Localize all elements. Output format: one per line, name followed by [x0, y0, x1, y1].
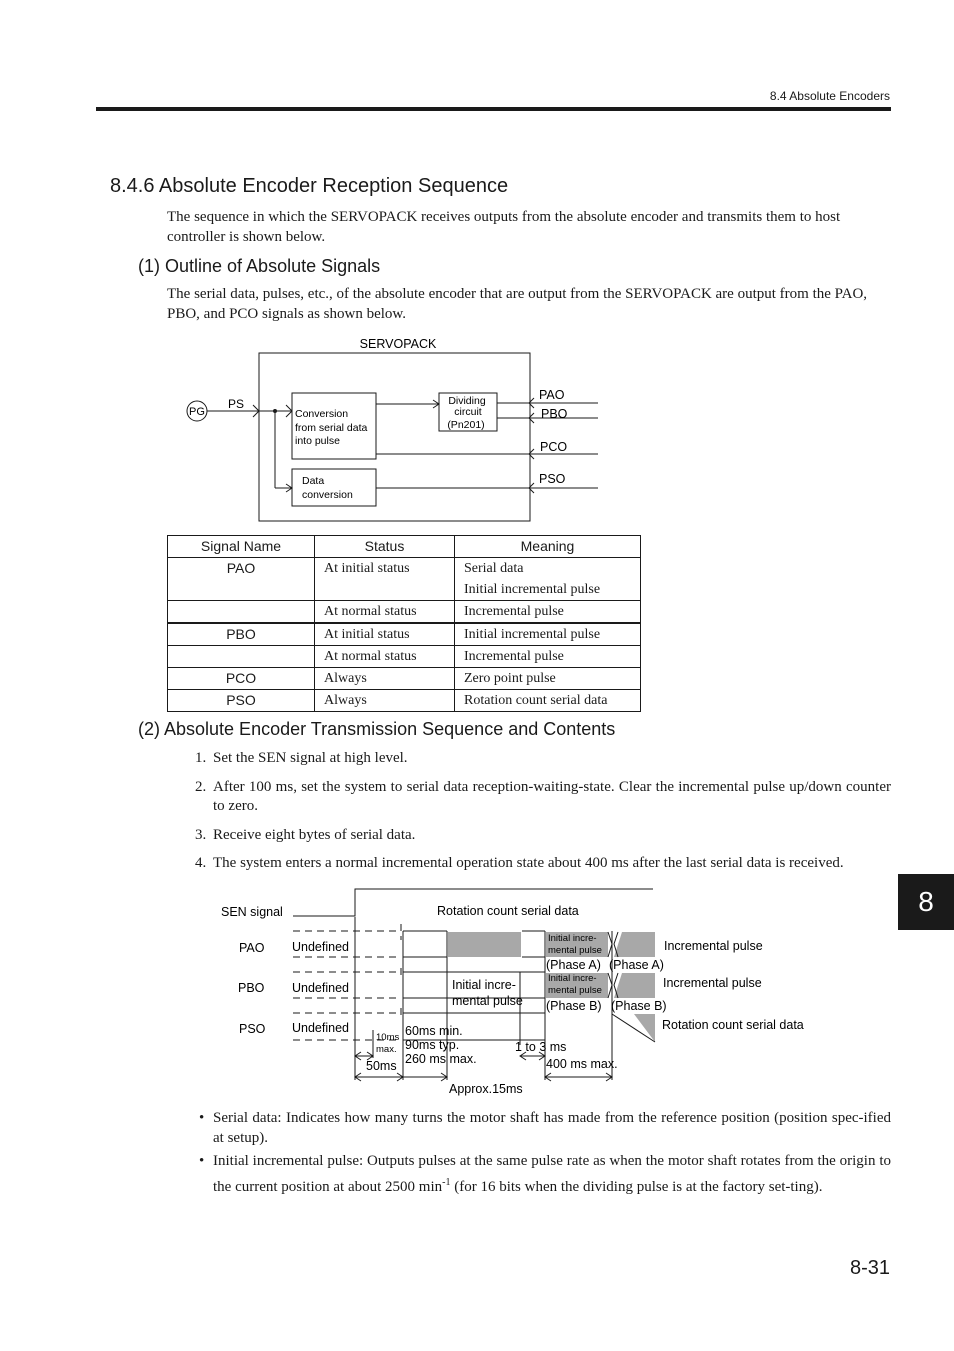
step-number: 4.	[195, 855, 207, 871]
step-number: 3.	[195, 826, 207, 843]
step-number: 1.	[195, 750, 207, 766]
table-header-row	[168, 536, 641, 558]
bullet-dot: •	[199, 1110, 205, 1126]
bullet-text: Serial data: Indicates how many turns the motor shaft has made from the reference position (position spec-ified at setup).	[213, 1110, 891, 1146]
signal-name-pco: PCO	[168, 668, 315, 690]
t-1to3: 1 to 3 ms	[515, 1040, 567, 1054]
meaning-text: Serial data	[464, 561, 524, 576]
status-cell	[315, 558, 455, 601]
phase-a-2: (Phase A)	[609, 958, 664, 972]
t-10ms-2: max.	[376, 1044, 397, 1055]
list-item	[195, 778, 891, 817]
section-title: 8.4.6 Absolute Encoder Reception Sequence	[110, 175, 509, 197]
meaning-text: Rotation count serial data	[455, 690, 641, 712]
status-text: At initial status	[315, 623, 455, 646]
output-pao: PAO	[539, 388, 565, 402]
phase-a-1: (Phase A)	[546, 958, 601, 972]
conversion-line-2: from serial data	[295, 422, 368, 434]
status-text: Always	[315, 668, 455, 690]
list-item	[199, 1109, 891, 1148]
meaning-text: Zero point pulse	[455, 668, 641, 690]
undefined-pso: Undefined	[292, 1021, 349, 1035]
output-pso: PSO	[539, 472, 566, 486]
status-spacer	[324, 579, 454, 600]
list-item	[195, 826, 891, 846]
timing-diagram	[0, 880, 954, 1100]
output-pbo: PBO	[541, 407, 568, 421]
data-conv-line-2: conversion	[302, 489, 353, 501]
table-row	[168, 623, 641, 646]
block-diagram	[0, 0, 954, 530]
init-incre-b-2: mental pulse	[548, 985, 602, 996]
sen-label: SEN signal	[221, 905, 283, 919]
meaning-text: Incremental pulse	[455, 601, 641, 624]
chapter-tab: 8	[898, 874, 954, 930]
dividing-line-1: Dividing	[448, 395, 486, 407]
bullet-text: Initial incremental pulse: Outputs pulses at the same pulse rate as when the motor shaft rotates from the origin to the current position at about 2500 min	[213, 1153, 891, 1195]
t-60-1: 60ms min.	[405, 1024, 463, 1038]
subsection-2-title: (2) Absolute Encoder Transmission Sequence and Contents	[138, 719, 616, 739]
status-text: Always	[315, 690, 455, 712]
t-60-3: 260 ms max.	[405, 1052, 477, 1066]
step-number: 2.	[195, 778, 207, 795]
incremental-pulse-a: Incremental pulse	[664, 939, 763, 953]
output-pco: PCO	[540, 440, 568, 454]
pbo-label: PBO	[238, 981, 265, 995]
signal-table-wrap	[167, 535, 641, 712]
data-conv-line-1: Data	[302, 475, 325, 487]
page-number: 8-31	[849, 1257, 890, 1279]
steps-list	[195, 749, 891, 874]
signal-name-pbo-cont	[168, 646, 315, 668]
t-10ms-1: 10ms	[376, 1032, 400, 1043]
meaning-text: Initial incremental pulse	[455, 623, 641, 646]
phase-b-2: (Phase B)	[611, 999, 667, 1013]
subsection-1-title: (1) Outline of Absolute Signals	[138, 256, 381, 276]
meaning-text: Initial incremental pulse	[464, 582, 601, 597]
meaning-text: Incremental pulse	[455, 646, 641, 668]
init-incre-b-1: Initial incre-	[548, 973, 597, 984]
running-header: 8.4 Absolute Encoders	[769, 89, 890, 103]
status-text: At normal status	[315, 646, 455, 668]
table-row	[168, 646, 641, 668]
init-incre-a-2: mental pulse	[548, 945, 602, 956]
undefined-pao: Undefined	[292, 940, 349, 954]
servopack-label: SERVOPACK	[359, 337, 437, 351]
ps-label: PS	[228, 397, 245, 411]
t-50ms: 50ms	[366, 1059, 397, 1073]
pao-label: PAO	[239, 941, 265, 955]
pso-label: PSO	[239, 1022, 266, 1036]
step-text: The system enters a normal incremental operation state about 400 ms after the last serial data is received.	[213, 855, 844, 871]
status-text: At normal status	[315, 601, 455, 624]
t-60-2: 90ms typ.	[405, 1038, 460, 1052]
table-row	[168, 558, 641, 601]
superscript: -1	[442, 1177, 451, 1188]
step-text: After 100 ms, set the system to serial data reception-waiting-state. Clear the incremental pulse up/down counter to zero.	[213, 778, 891, 814]
step-text: Set the SEN signal at high level.	[213, 750, 408, 766]
signal-name-pso: PSO	[168, 690, 315, 712]
init-incre-mid-1: Initial incre-	[452, 978, 516, 992]
dividing-line-3: (Pn201)	[447, 419, 485, 431]
signal-name-pbo: PBO	[168, 623, 315, 646]
signal-table	[167, 535, 641, 712]
list-item	[195, 854, 891, 874]
conversion-line-1: Conversion	[295, 408, 349, 420]
phase-b-1: (Phase B)	[546, 999, 602, 1013]
list-item	[195, 749, 891, 769]
dividing-line-2: circuit	[454, 406, 482, 418]
incremental-pulse-b: Incremental pulse	[663, 976, 762, 990]
table-header: Status	[315, 536, 455, 558]
bullet-text: (for 16 bits when the dividing pulse is at the factory set-ting).	[450, 1179, 823, 1195]
signal-name-pao-cont	[168, 601, 315, 624]
status-text: At initial status	[324, 561, 410, 576]
table-row	[168, 601, 641, 624]
init-incre-mid-2: mental pulse	[452, 994, 523, 1008]
rot-serial-pso-label: Rotation count serial data	[662, 1018, 804, 1032]
rot-serial-label: Rotation count serial data	[437, 904, 579, 918]
step-text: Receive eight bytes of serial data.	[213, 826, 416, 843]
t-15: Approx.15ms	[449, 1082, 523, 1096]
pg-label: PG	[189, 406, 205, 418]
init-incre-a-1: Initial incre-	[548, 933, 597, 944]
meaning-cell	[455, 558, 641, 601]
undefined-pbo: Undefined	[292, 981, 349, 995]
list-item	[199, 1151, 891, 1198]
t-400: 400 ms max.	[546, 1057, 618, 1071]
bullet-dot: •	[199, 1153, 205, 1169]
signal-name-pao: PAO	[168, 558, 315, 601]
table-header: Meaning	[455, 536, 641, 558]
table-row	[168, 690, 641, 712]
table-row	[168, 668, 641, 690]
section-intro: The sequence in which the SERVOPACK receives outputs from the absolute encoder and transmits them to host controller is shown below.	[167, 209, 841, 245]
bullet-list	[199, 1109, 891, 1198]
conversion-line-3: into pulse	[295, 435, 340, 447]
subsection-1-text: The serial data, pulses, etc., of the absolute encoder that are output from the SERVOPACK are output from the PAO, PBO, and PCO signals as shown below.	[167, 286, 868, 322]
table-header: Signal Name	[168, 536, 315, 558]
